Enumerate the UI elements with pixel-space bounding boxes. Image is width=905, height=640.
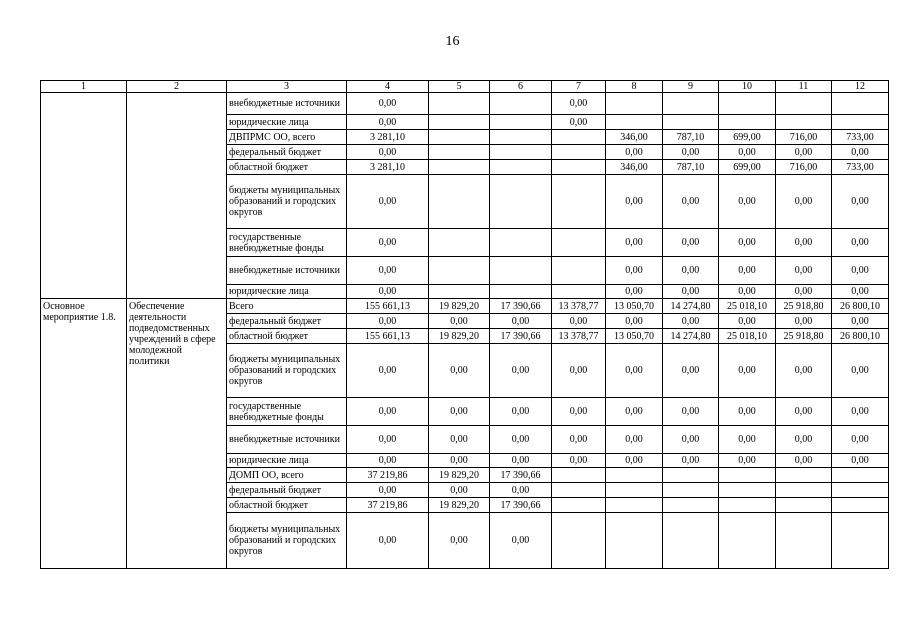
value-cell <box>429 175 490 229</box>
funding-source-cell: юридические лица <box>227 454 347 468</box>
value-cell <box>429 145 490 160</box>
value-cell: 3 281,10 <box>347 160 429 175</box>
value-cell: 0,00 <box>552 344 606 398</box>
value-cell: 0,00 <box>663 426 719 454</box>
funding-source-cell: областной бюджет <box>227 160 347 175</box>
value-cell: 0,00 <box>490 314 552 329</box>
value-cell: 0,00 <box>719 229 776 257</box>
table-row <box>41 93 889 115</box>
value-cell: 0,00 <box>832 145 889 160</box>
value-cell: 0,00 <box>719 175 776 229</box>
value-cell: 19 829,20 <box>429 329 490 344</box>
value-cell: 787,10 <box>663 160 719 175</box>
value-cell: 0,00 <box>776 229 832 257</box>
value-cell: 346,00 <box>606 130 663 145</box>
funding-source-cell: внебюджетные источники <box>227 93 347 115</box>
header-cell: 7 <box>552 81 606 93</box>
value-cell <box>429 115 490 130</box>
value-cell: 0,00 <box>552 426 606 454</box>
value-cell <box>832 115 889 130</box>
value-cell: 0,00 <box>832 285 889 299</box>
value-cell: 0,00 <box>832 257 889 285</box>
value-cell: 0,00 <box>776 175 832 229</box>
value-cell: 0,00 <box>429 454 490 468</box>
value-cell <box>663 115 719 130</box>
value-cell <box>832 498 889 513</box>
value-cell <box>552 285 606 299</box>
funding-source-cell: бюджеты муниципальных образований и городских округов <box>227 513 347 569</box>
value-cell: 0,00 <box>552 454 606 468</box>
value-cell: 13 050,70 <box>606 329 663 344</box>
value-cell <box>663 483 719 498</box>
value-cell: 0,00 <box>719 426 776 454</box>
value-cell: 0,00 <box>347 145 429 160</box>
value-cell <box>719 513 776 569</box>
value-cell: 0,00 <box>490 426 552 454</box>
value-cell <box>429 229 490 257</box>
value-cell: 0,00 <box>663 314 719 329</box>
value-cell <box>552 483 606 498</box>
value-cell: 0,00 <box>552 115 606 130</box>
value-cell <box>490 130 552 145</box>
value-cell <box>552 229 606 257</box>
value-cell: 13 378,77 <box>552 329 606 344</box>
value-cell <box>719 93 776 115</box>
value-cell: 0,00 <box>776 285 832 299</box>
value-cell: 17 390,66 <box>490 498 552 513</box>
value-cell: 0,00 <box>429 398 490 426</box>
value-cell: 0,00 <box>552 314 606 329</box>
header-row <box>41 81 889 93</box>
value-cell: 14 274,80 <box>663 329 719 344</box>
value-cell: 0,00 <box>832 398 889 426</box>
value-cell <box>832 93 889 115</box>
funding-source-cell: юридические лица <box>227 285 347 299</box>
value-cell: 0,00 <box>606 229 663 257</box>
value-cell <box>776 513 832 569</box>
value-cell <box>606 498 663 513</box>
table-row <box>41 299 889 314</box>
value-cell: 0,00 <box>606 344 663 398</box>
value-cell: 699,00 <box>719 130 776 145</box>
value-cell <box>776 468 832 483</box>
value-cell: 0,00 <box>719 257 776 285</box>
value-cell: 0,00 <box>606 285 663 299</box>
value-cell: 0,00 <box>347 229 429 257</box>
value-cell: 0,00 <box>347 398 429 426</box>
value-cell <box>776 93 832 115</box>
funding-source-cell: ДВПРМС ОО, всего <box>227 130 347 145</box>
value-cell: 0,00 <box>347 513 429 569</box>
value-cell <box>552 130 606 145</box>
value-cell <box>552 498 606 513</box>
value-cell: 0,00 <box>429 426 490 454</box>
value-cell: 25 918,80 <box>776 329 832 344</box>
value-cell: 346,00 <box>606 160 663 175</box>
header-cell: 12 <box>832 81 889 93</box>
value-cell: 19 829,20 <box>429 468 490 483</box>
funding-source-cell: областной бюджет <box>227 329 347 344</box>
value-cell: 0,00 <box>832 426 889 454</box>
value-cell <box>429 257 490 285</box>
header-cell: 4 <box>347 81 429 93</box>
value-cell: 26 800,10 <box>832 329 889 344</box>
value-cell: 0,00 <box>429 483 490 498</box>
value-cell <box>490 257 552 285</box>
value-cell <box>429 93 490 115</box>
value-cell: 0,00 <box>663 229 719 257</box>
value-cell: 14 274,80 <box>663 299 719 314</box>
funding-source-cell: юридические лица <box>227 115 347 130</box>
value-cell: 0,00 <box>347 426 429 454</box>
value-cell: 0,00 <box>606 257 663 285</box>
value-cell: 37 219,86 <box>347 498 429 513</box>
value-cell <box>490 115 552 130</box>
value-cell: 0,00 <box>719 454 776 468</box>
value-cell: 733,00 <box>832 160 889 175</box>
value-cell: 716,00 <box>776 130 832 145</box>
value-cell: 0,00 <box>347 344 429 398</box>
funding-source-cell: федеральный бюджет <box>227 314 347 329</box>
value-cell: 0,00 <box>776 454 832 468</box>
value-cell: 0,00 <box>663 454 719 468</box>
value-cell: 0,00 <box>832 229 889 257</box>
value-cell <box>776 483 832 498</box>
value-cell: 0,00 <box>490 344 552 398</box>
value-cell: 0,00 <box>347 257 429 285</box>
value-cell: 716,00 <box>776 160 832 175</box>
funding-source-cell: государственные внебюджетные фонды <box>227 398 347 426</box>
header-cell: 8 <box>606 81 663 93</box>
value-cell <box>552 513 606 569</box>
page-number: 16 <box>445 34 460 49</box>
value-cell: 19 829,20 <box>429 498 490 513</box>
value-cell <box>490 160 552 175</box>
value-cell <box>776 498 832 513</box>
funding-source-cell: бюджеты муниципальных образований и городских округов <box>227 344 347 398</box>
value-cell <box>663 498 719 513</box>
value-cell <box>606 513 663 569</box>
value-cell: 0,00 <box>429 513 490 569</box>
value-cell: 0,00 <box>776 145 832 160</box>
value-cell <box>663 468 719 483</box>
value-cell: 13 378,77 <box>552 299 606 314</box>
value-cell <box>490 175 552 229</box>
value-cell: 0,00 <box>606 145 663 160</box>
header-cell: 11 <box>776 81 832 93</box>
funding-source-cell: бюджеты муниципальных образований и городских округов <box>227 175 347 229</box>
value-cell: 13 050,70 <box>606 299 663 314</box>
value-cell: 0,00 <box>663 285 719 299</box>
event-name-cell <box>41 93 127 299</box>
value-cell <box>552 160 606 175</box>
value-cell: 37 219,86 <box>347 468 429 483</box>
value-cell: 0,00 <box>347 115 429 130</box>
value-cell: 0,00 <box>552 398 606 426</box>
value-cell <box>552 257 606 285</box>
header-cell: 5 <box>429 81 490 93</box>
value-cell: 0,00 <box>719 314 776 329</box>
value-cell: 17 390,66 <box>490 329 552 344</box>
value-cell: 25 918,80 <box>776 299 832 314</box>
value-cell: 0,00 <box>776 314 832 329</box>
value-cell <box>429 160 490 175</box>
header-cell: 6 <box>490 81 552 93</box>
value-cell: 0,00 <box>776 257 832 285</box>
value-cell: 0,00 <box>429 344 490 398</box>
value-cell: 0,00 <box>663 398 719 426</box>
funding-source-cell: федеральный бюджет <box>227 483 347 498</box>
value-cell <box>719 483 776 498</box>
value-cell: 25 018,10 <box>719 329 776 344</box>
value-cell: 0,00 <box>832 454 889 468</box>
value-cell: 0,00 <box>719 344 776 398</box>
value-cell: 0,00 <box>719 145 776 160</box>
value-cell: 155 661,13 <box>347 329 429 344</box>
value-cell: 0,00 <box>606 175 663 229</box>
value-cell: 0,00 <box>832 175 889 229</box>
funding-source-cell: ДОМП ОО, всего <box>227 468 347 483</box>
value-cell: 0,00 <box>490 513 552 569</box>
header-cell: 10 <box>719 81 776 93</box>
value-cell <box>490 285 552 299</box>
funding-source-cell: государственные внебюджетные фонды <box>227 229 347 257</box>
value-cell: 0,00 <box>429 314 490 329</box>
value-cell <box>552 175 606 229</box>
value-cell: 0,00 <box>776 398 832 426</box>
value-cell: 0,00 <box>719 285 776 299</box>
value-cell <box>663 93 719 115</box>
value-cell <box>606 115 663 130</box>
value-cell <box>776 115 832 130</box>
value-cell <box>429 130 490 145</box>
value-cell <box>606 468 663 483</box>
header-cell: 3 <box>227 81 347 93</box>
value-cell: 0,00 <box>776 426 832 454</box>
value-cell: 0,00 <box>347 483 429 498</box>
event-description-cell: Обеспечение деятельности подведомственных учреждений в сфере молодежной политики <box>127 299 227 569</box>
funding-source-cell: Всего <box>227 299 347 314</box>
value-cell <box>832 513 889 569</box>
funding-source-cell: федеральный бюджет <box>227 145 347 160</box>
value-cell: 0,00 <box>663 344 719 398</box>
header-cell: 2 <box>127 81 227 93</box>
value-cell: 0,00 <box>490 483 552 498</box>
value-cell: 0,00 <box>490 398 552 426</box>
value-cell: 25 018,10 <box>719 299 776 314</box>
value-cell <box>606 483 663 498</box>
value-cell: 3 281,10 <box>347 130 429 145</box>
value-cell: 0,00 <box>347 93 429 115</box>
value-cell: 0,00 <box>832 314 889 329</box>
value-cell: 0,00 <box>663 257 719 285</box>
value-cell <box>606 93 663 115</box>
value-cell: 0,00 <box>552 93 606 115</box>
value-cell <box>490 229 552 257</box>
funding-source-cell: областной бюджет <box>227 498 347 513</box>
value-cell <box>832 468 889 483</box>
value-cell: 17 390,66 <box>490 468 552 483</box>
value-cell: 17 390,66 <box>490 299 552 314</box>
value-cell: 0,00 <box>347 285 429 299</box>
value-cell: 0,00 <box>776 344 832 398</box>
value-cell: 0,00 <box>347 314 429 329</box>
value-cell: 787,10 <box>663 130 719 145</box>
value-cell: 0,00 <box>606 454 663 468</box>
value-cell <box>663 513 719 569</box>
value-cell <box>832 483 889 498</box>
value-cell: 0,00 <box>347 175 429 229</box>
value-cell: 0,00 <box>490 454 552 468</box>
event-description-cell <box>127 93 227 299</box>
value-cell <box>552 468 606 483</box>
value-cell: 0,00 <box>663 145 719 160</box>
value-cell <box>719 468 776 483</box>
value-cell: 26 800,10 <box>832 299 889 314</box>
header-cell: 1 <box>41 81 127 93</box>
value-cell <box>490 145 552 160</box>
value-cell: 0,00 <box>606 314 663 329</box>
value-cell: 699,00 <box>719 160 776 175</box>
value-cell: 155 661,13 <box>347 299 429 314</box>
value-cell: 0,00 <box>832 344 889 398</box>
value-cell: 0,00 <box>347 454 429 468</box>
event-name-cell: Основное мероприятие 1.8. <box>41 299 127 569</box>
header-cell: 9 <box>663 81 719 93</box>
funding-source-cell: внебюджетные источники <box>227 426 347 454</box>
value-cell <box>552 145 606 160</box>
value-cell: 0,00 <box>606 398 663 426</box>
value-cell: 19 829,20 <box>429 299 490 314</box>
value-cell <box>490 93 552 115</box>
value-cell: 0,00 <box>606 426 663 454</box>
value-cell: 0,00 <box>663 175 719 229</box>
value-cell <box>719 115 776 130</box>
value-cell <box>719 498 776 513</box>
value-cell <box>429 285 490 299</box>
budget-table <box>40 80 889 569</box>
value-cell: 0,00 <box>719 398 776 426</box>
funding-source-cell: внебюджетные источники <box>227 257 347 285</box>
value-cell: 733,00 <box>832 130 889 145</box>
